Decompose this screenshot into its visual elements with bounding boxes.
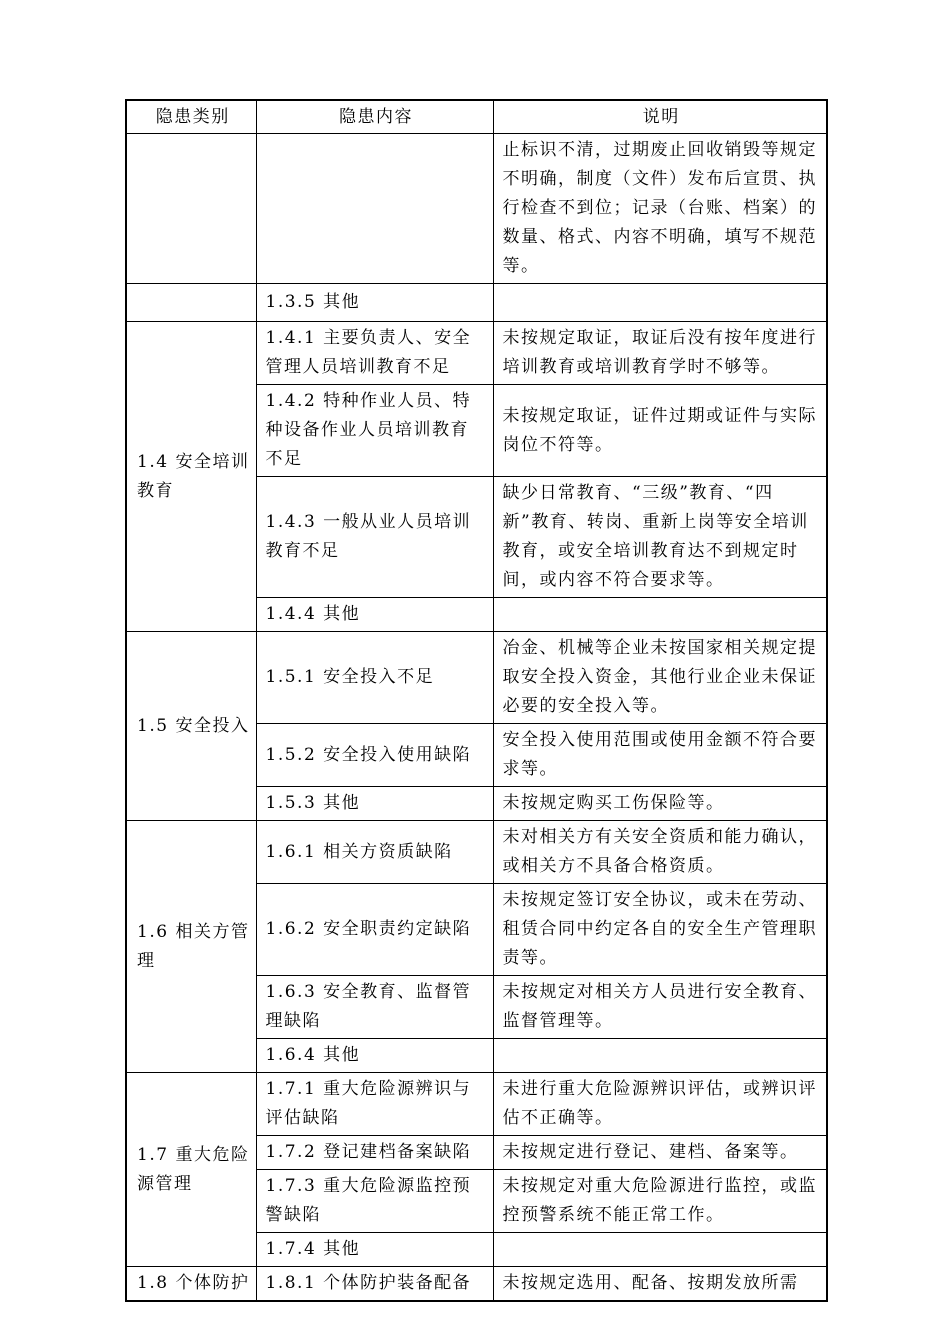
content-cell: 1.4.3 一般从业人员培训教育不足 [256, 477, 493, 598]
category-cell [126, 134, 256, 284]
description-cell: 未对相关方有关安全资质和能力确认，或相关方不具备合格资质。 [493, 821, 827, 884]
content-cell: 1.7.1 重大危险源辨识与评估缺陷 [256, 1073, 493, 1136]
category-cell: 1.6 相关方管理 [126, 821, 256, 1073]
category-cell: 1.5 安全投入 [126, 632, 256, 821]
table-header-row [126, 100, 827, 134]
description-cell: 缺少日常教育、“三级”教育、“四新”教育、转岗、重新上岗等安全培训教育，或安全培训教育达不到规定时间，或内容不符合要求等。 [493, 477, 827, 598]
header-category: 隐患类别 [126, 100, 256, 134]
category-cell: 1.8 个体防护 [126, 1267, 256, 1302]
description-cell: 未按规定对相关方人员进行安全教育、监督管理等。 [493, 976, 827, 1039]
description-cell: 安全投入使用范围或使用金额不符合要求等。 [493, 724, 827, 787]
description-cell [493, 284, 827, 322]
table-row [126, 821, 827, 884]
content-cell: 1.6.4 其他 [256, 1039, 493, 1073]
content-cell [256, 134, 493, 284]
category-cell [126, 284, 256, 322]
description-cell: 未按规定进行登记、建档、备案等。 [493, 1136, 827, 1170]
table-row [126, 1073, 827, 1136]
table-row [126, 322, 827, 385]
description-cell [493, 1039, 827, 1073]
description-cell [493, 598, 827, 632]
content-cell: 1.4.2 特种作业人员、特种设备作业人员培训教育不足 [256, 385, 493, 477]
description-cell: 未按规定购买工伤保险等。 [493, 787, 827, 821]
content-cell: 1.7.2 登记建档备案缺陷 [256, 1136, 493, 1170]
table-row [126, 284, 827, 322]
content-cell: 1.5.1 安全投入不足 [256, 632, 493, 724]
content-cell: 1.3.5 其他 [256, 284, 493, 322]
header-description: 说明 [493, 100, 827, 134]
description-cell: 未按规定选用、配备、按期发放所需 [493, 1267, 827, 1302]
description-cell [493, 1233, 827, 1267]
content-cell: 1.7.4 其他 [256, 1233, 493, 1267]
content-cell: 1.8.1 个体防护装备配备 [256, 1267, 493, 1302]
content-cell: 1.5.2 安全投入使用缺陷 [256, 724, 493, 787]
description-cell: 止标识不清，过期废止回收销毁等规定不明确，制度（文件）发布后宣贯、执行检查不到位；记录（台账、档案）的数量、格式、内容不明确，填写不规范等。 [493, 134, 827, 284]
content-cell: 1.4.4 其他 [256, 598, 493, 632]
description-cell: 未进行重大危险源辨识评估，或辨识评估不正确等。 [493, 1073, 827, 1136]
description-cell: 未按规定对重大危险源进行监控，或监控预警系统不能正常工作。 [493, 1170, 827, 1233]
description-cell: 未按规定取证，证件过期或证件与实际岗位不符等。 [493, 385, 827, 477]
content-cell: 1.7.3 重大危险源监控预警缺陷 [256, 1170, 493, 1233]
description-cell: 未按规定签订安全协议，或未在劳动、租赁合同中约定各自的安全生产管理职责等。 [493, 884, 827, 976]
header-content: 隐患内容 [256, 100, 493, 134]
table-row [126, 1267, 827, 1302]
content-cell: 1.6.2 安全职责约定缺陷 [256, 884, 493, 976]
hazard-table [125, 99, 828, 1302]
description-cell: 冶金、机械等企业未按国家相关规定提取安全投入资金，其他行业企业未保证必要的安全投入等。 [493, 632, 827, 724]
content-cell: 1.4.1 主要负责人、安全管理人员培训教育不足 [256, 322, 493, 385]
category-cell: 1.7 重大危险源管理 [126, 1073, 256, 1267]
category-cell: 1.4 安全培训教育 [126, 322, 256, 632]
table-row [126, 632, 827, 724]
table-row [126, 134, 827, 284]
content-cell: 1.6.3 安全教育、监督管理缺陷 [256, 976, 493, 1039]
description-cell: 未按规定取证，取证后没有按年度进行培训教育或培训教育学时不够等。 [493, 322, 827, 385]
content-cell: 1.5.3 其他 [256, 787, 493, 821]
content-cell: 1.6.1 相关方资质缺陷 [256, 821, 493, 884]
